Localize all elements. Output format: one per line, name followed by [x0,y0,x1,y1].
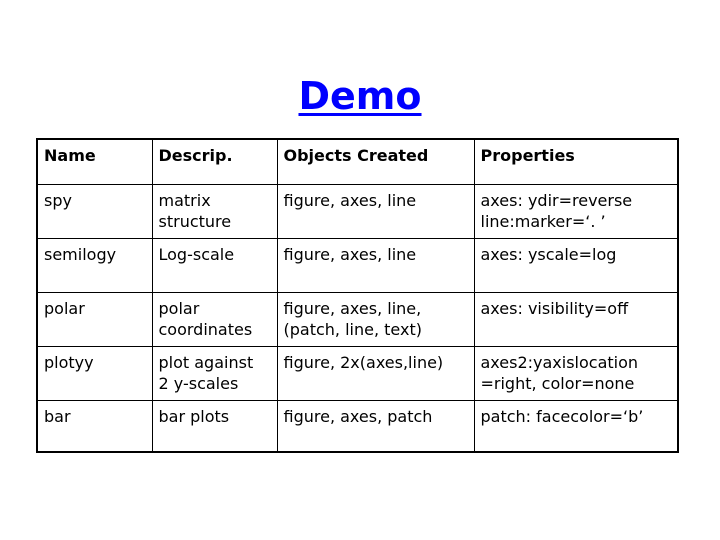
cell-line: polar [158,298,200,318]
cell-name: polar [37,292,152,346]
table-header-row [37,139,678,184]
cell-line: figure, axes, patch [283,406,433,426]
header-name: Name [37,139,152,184]
cell-line: patch: facecolor=‘b’ [480,406,644,426]
cell-objects [277,238,474,292]
cell-descrip [152,238,277,292]
cell-descrip [152,184,277,238]
cell-objects [277,292,474,346]
header-descrip: Descrip. [152,139,277,184]
table-row [37,184,678,238]
cell-descrip [152,292,277,346]
cell-line: structure [158,211,232,231]
cell-properties [474,400,678,452]
table-row [37,292,678,346]
cell-line: (patch, line, text) [283,319,422,339]
cell-line: figure, axes, line [283,244,417,264]
cell-properties [474,184,678,238]
cell-line: bar plots [158,406,230,426]
table-row [37,346,678,400]
cell-line: figure, axes, line, [283,298,422,318]
cell-line: line:marker=‘. ’ [480,211,606,231]
slide-title-text: Demo [298,74,422,118]
slide-title [0,72,720,120]
cell-name: plotyy [37,346,152,400]
plot-functions-table [36,138,679,453]
cell-line: matrix [158,190,211,210]
cell-line: coordinates [158,319,253,339]
cell-properties [474,346,678,400]
header-objects-created: Objects Created [277,139,474,184]
cell-line: =right, color=none [480,373,635,393]
table-row [37,238,678,292]
cell-properties [474,292,678,346]
cell-line: figure, axes, line [283,190,417,210]
cell-line: axes: yscale=log [480,244,617,264]
cell-line: axes: visibility=off [480,298,629,318]
cell-line: Log-scale [158,244,235,264]
cell-descrip [152,346,277,400]
cell-objects [277,184,474,238]
cell-properties [474,238,678,292]
cell-line: figure, 2x(axes,line) [283,352,444,372]
cell-name: bar [37,400,152,452]
cell-line: axes: ydir=reverse [480,190,633,210]
cell-line: axes2:yaxislocation [480,352,639,372]
cell-name: spy [37,184,152,238]
cell-objects [277,346,474,400]
cell-objects [277,400,474,452]
cell-line: 2 y-scales [158,373,239,393]
table-row [37,400,678,452]
cell-descrip [152,400,277,452]
header-properties: Properties [474,139,678,184]
cell-name: semilogy [37,238,152,292]
cell-line: plot against [158,352,254,372]
